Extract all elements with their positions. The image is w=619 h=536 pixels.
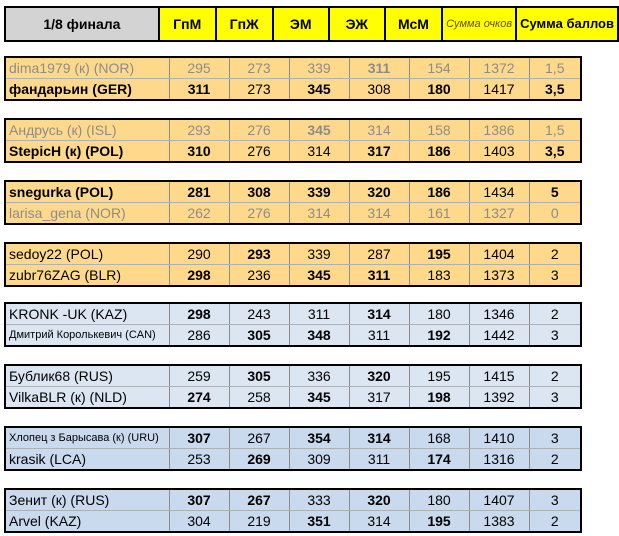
sum-score: 2 — [529, 511, 581, 533]
discipline-score: 195 — [409, 365, 469, 387]
discipline-score: 154 — [409, 57, 469, 79]
round-title: 1/8 финала — [5, 7, 159, 41]
sum-points: 1373 — [469, 265, 529, 287]
sum-score: 2 — [529, 303, 581, 325]
match-group — [4, 56, 582, 101]
sum-score: 3 — [529, 427, 581, 449]
col-gpzh: ГпЖ — [216, 7, 273, 41]
discipline-score: 314 — [289, 141, 349, 163]
discipline-score: 308 — [229, 181, 289, 203]
sum-score: 1,5 — [529, 57, 581, 79]
sum-points: 1392 — [469, 387, 529, 409]
discipline-score: 290 — [169, 243, 229, 265]
col-em: ЭМ — [273, 7, 329, 41]
discipline-score: 276 — [229, 141, 289, 163]
discipline-score: 320 — [349, 365, 409, 387]
player-row — [5, 387, 581, 409]
discipline-score: 286 — [169, 325, 229, 347]
discipline-score: 180 — [409, 79, 469, 101]
player-name: snegurka (POL) — [5, 181, 169, 203]
discipline-score: 345 — [289, 119, 349, 141]
discipline-score: 293 — [229, 243, 289, 265]
player-name: sedoy22 (POL) — [5, 243, 169, 265]
sum-points: 1434 — [469, 181, 529, 203]
match-group — [4, 488, 582, 533]
sum-points: 1415 — [469, 365, 529, 387]
sum-score: 2 — [529, 449, 581, 471]
sum-points: 1316 — [469, 449, 529, 471]
match-group — [4, 426, 582, 471]
player-name: Андрусь (к) (ISL) — [5, 119, 169, 141]
sum-score: 1,5 — [529, 119, 581, 141]
discipline-score: 276 — [229, 203, 289, 225]
player-name: Зенит (к) (RUS) — [5, 489, 169, 511]
discipline-score: 305 — [229, 325, 289, 347]
discipline-score: 339 — [289, 181, 349, 203]
discipline-score: 314 — [349, 303, 409, 325]
player-name: Хлопец з Барысава (к) (URU) — [5, 427, 169, 449]
discipline-score: 195 — [409, 243, 469, 265]
discipline-score: 345 — [289, 265, 349, 287]
discipline-score: 174 — [409, 449, 469, 471]
match-group — [4, 180, 582, 225]
discipline-score: 311 — [289, 303, 349, 325]
player-row — [5, 57, 581, 79]
match-group — [4, 118, 582, 163]
sum-points: 1386 — [469, 119, 529, 141]
discipline-score: 305 — [229, 365, 289, 387]
player-name: Бублик68 (RUS) — [5, 365, 169, 387]
sum-score: 3,5 — [529, 79, 581, 101]
match-group — [4, 364, 582, 409]
sum-score: 3 — [529, 489, 581, 511]
discipline-score: 259 — [169, 365, 229, 387]
discipline-score: 295 — [169, 57, 229, 79]
sum-score: 3,5 — [529, 141, 581, 163]
col-gpm: ГпМ — [159, 7, 216, 41]
discipline-score: 317 — [349, 387, 409, 409]
sum-points: 1442 — [469, 325, 529, 347]
sum-score: 2 — [529, 365, 581, 387]
sum-points: 1372 — [469, 57, 529, 79]
discipline-score: 243 — [229, 303, 289, 325]
sum-points: 1410 — [469, 427, 529, 449]
discipline-score: 333 — [289, 489, 349, 511]
player-name: Дмитрий Королькевич (CAN) — [5, 325, 169, 347]
sum-score: 0 — [529, 203, 581, 225]
player-name: Arvel (KAZ) — [5, 511, 169, 533]
header-table — [4, 6, 619, 42]
discipline-score: 351 — [289, 511, 349, 533]
discipline-score: 195 — [409, 511, 469, 533]
discipline-score: 198 — [409, 387, 469, 409]
sum-score: 3 — [529, 265, 581, 287]
discipline-score: 273 — [229, 79, 289, 101]
discipline-score: 158 — [409, 119, 469, 141]
player-name: фандарьин (GER) — [5, 79, 169, 101]
player-row — [5, 325, 581, 347]
sum-points: 1346 — [469, 303, 529, 325]
sum-points: 1327 — [469, 203, 529, 225]
col-msm: МсМ — [385, 7, 442, 41]
discipline-score: 311 — [349, 325, 409, 347]
player-row — [5, 203, 581, 225]
sum-score: 2 — [529, 243, 581, 265]
player-row — [5, 449, 581, 471]
sum-points: 1403 — [469, 141, 529, 163]
discipline-score: 293 — [169, 119, 229, 141]
discipline-score: 180 — [409, 303, 469, 325]
discipline-score: 311 — [169, 79, 229, 101]
player-name: KRONK -UK (KAZ) — [5, 303, 169, 325]
discipline-score: 192 — [409, 325, 469, 347]
discipline-score: 180 — [409, 489, 469, 511]
player-name: VilkaBLR (к) (NLD) — [5, 387, 169, 409]
player-row — [5, 427, 581, 449]
discipline-score: 320 — [349, 489, 409, 511]
sum-points: 1383 — [469, 511, 529, 533]
discipline-score: 314 — [289, 203, 349, 225]
discipline-score: 309 — [289, 449, 349, 471]
discipline-score: 339 — [289, 57, 349, 79]
discipline-score: 336 — [289, 365, 349, 387]
player-name: StepicH (к) (POL) — [5, 141, 169, 163]
discipline-score: 183 — [409, 265, 469, 287]
discipline-score: 308 — [349, 79, 409, 101]
discipline-score: 161 — [409, 203, 469, 225]
discipline-score: 311 — [349, 449, 409, 471]
discipline-score: 354 — [289, 427, 349, 449]
player-name: larisa_gena (NOR) — [5, 203, 169, 225]
sum-score: 3 — [529, 387, 581, 409]
player-row — [5, 303, 581, 325]
sum-points: 1417 — [469, 79, 529, 101]
player-row — [5, 265, 581, 287]
discipline-score: 314 — [349, 511, 409, 533]
col-ezh: ЭЖ — [329, 7, 385, 41]
match-group — [4, 302, 582, 347]
discipline-score: 304 — [169, 511, 229, 533]
discipline-score: 267 — [229, 489, 289, 511]
discipline-score: 269 — [229, 449, 289, 471]
sum-score: 3 — [529, 325, 581, 347]
discipline-score: 219 — [229, 511, 289, 533]
discipline-score: 320 — [349, 181, 409, 203]
discipline-score: 314 — [349, 119, 409, 141]
player-row — [5, 181, 581, 203]
discipline-score: 298 — [169, 265, 229, 287]
col-sum-score: Сумма баллов — [516, 7, 618, 41]
discipline-score: 339 — [289, 243, 349, 265]
match-group — [4, 242, 582, 287]
player-row — [5, 79, 581, 101]
discipline-score: 345 — [289, 387, 349, 409]
discipline-score: 314 — [349, 203, 409, 225]
player-name: zubr76ZAG (BLR) — [5, 265, 169, 287]
player-row — [5, 511, 581, 533]
discipline-score: 317 — [349, 141, 409, 163]
player-row — [5, 365, 581, 387]
discipline-score: 310 — [169, 141, 229, 163]
sum-points: 1407 — [469, 489, 529, 511]
player-row — [5, 119, 581, 141]
col-sum-points: Сумма очков — [442, 7, 516, 41]
sum-points: 1404 — [469, 243, 529, 265]
player-row — [5, 489, 581, 511]
player-name: dima1979 (к) (NOR) — [5, 57, 169, 79]
discipline-score: 311 — [349, 265, 409, 287]
discipline-score: 262 — [169, 203, 229, 225]
player-row — [5, 141, 581, 163]
discipline-score: 311 — [349, 57, 409, 79]
discipline-score: 307 — [169, 489, 229, 511]
sum-score: 5 — [529, 181, 581, 203]
discipline-score: 348 — [289, 325, 349, 347]
discipline-score: 314 — [349, 427, 409, 449]
discipline-score: 273 — [229, 57, 289, 79]
discipline-score: 168 — [409, 427, 469, 449]
discipline-score: 345 — [289, 79, 349, 101]
discipline-score: 281 — [169, 181, 229, 203]
discipline-score: 307 — [169, 427, 229, 449]
discipline-score: 258 — [229, 387, 289, 409]
discipline-score: 287 — [349, 243, 409, 265]
player-row — [5, 243, 581, 265]
discipline-score: 236 — [229, 265, 289, 287]
discipline-score: 186 — [409, 141, 469, 163]
discipline-score: 276 — [229, 119, 289, 141]
discipline-score: 186 — [409, 181, 469, 203]
discipline-score: 253 — [169, 449, 229, 471]
discipline-score: 274 — [169, 387, 229, 409]
discipline-score: 267 — [229, 427, 289, 449]
player-name: krasik (LCA) — [5, 449, 169, 471]
discipline-score: 298 — [169, 303, 229, 325]
